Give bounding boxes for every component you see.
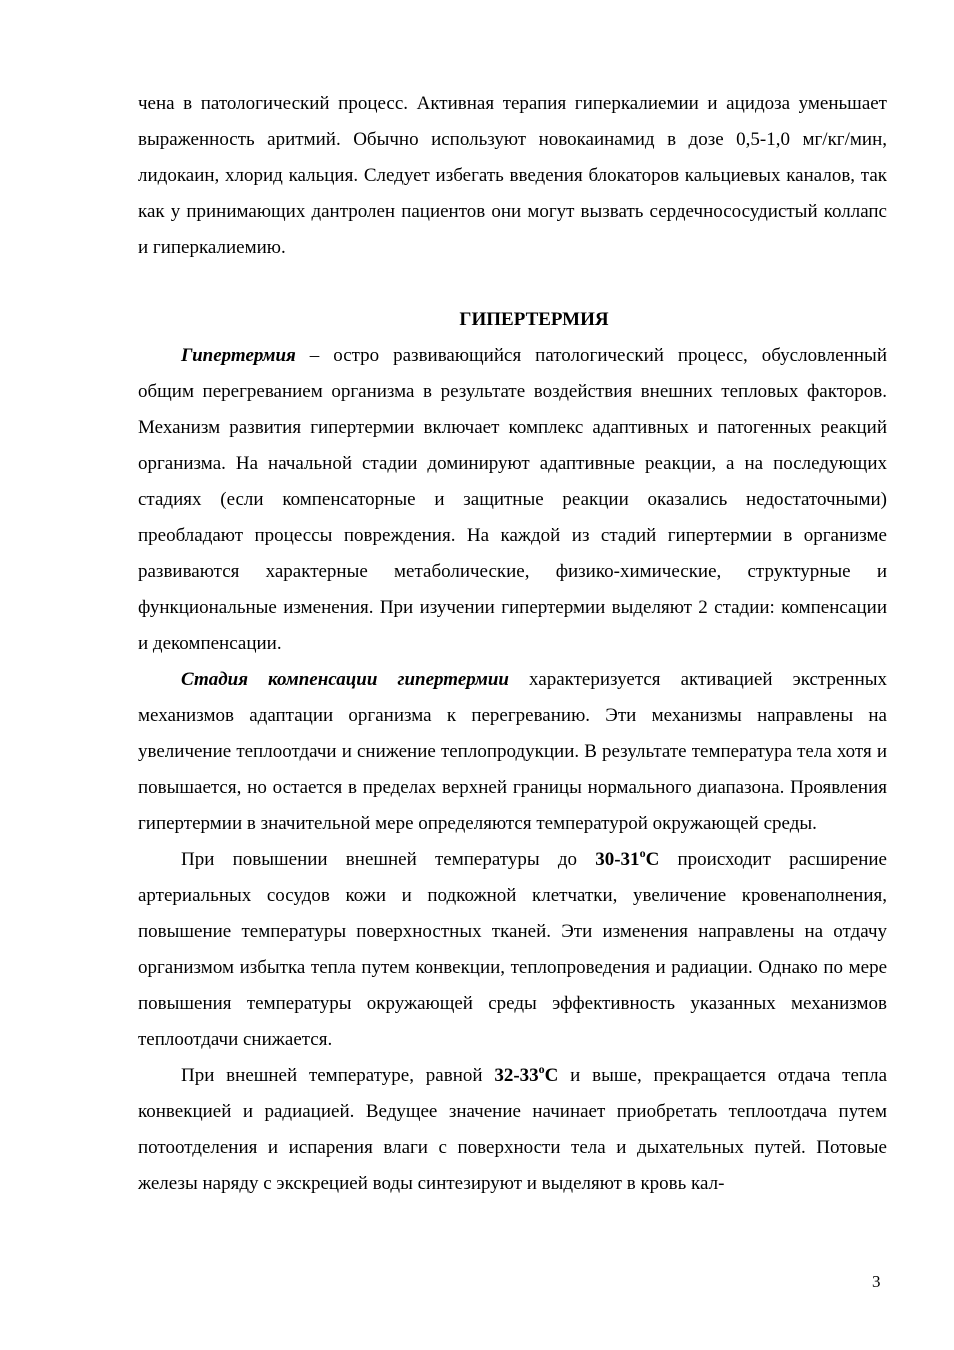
temperature-2-after: и выше, прекращается отдача тепла конвекцией и радиацией. Ведущее значение начинает приобретать теплоотдача путем потоотделения и испарения влаги с поверхности тела и дыхательных путей. Потовые железы наряду с экскрецией воды синтезируют и выделяют в кровь кал- xyxy=(138,1065,888,1194)
temperature-1-degree: o xyxy=(639,845,646,860)
temperature-2-unit: С xyxy=(544,1065,559,1086)
temperature-1-after: происходит расширение артериальных сосудов кожи и подкожной клетчатки, увеличение кровенаполнения, повышение температуры поверхностных тканей. Эти изменения направлены на отдачу организмом избытка тепла путем конвекции, теплопроведения и радиации. Однако по мере повышения температуры окружающей среды эффективность указанных механизмов теплоотдачи снижается. xyxy=(138,849,887,1050)
intro-paragraph: чена в патологический процесс. Активная терапия гиперкалиемии и ацидоза уменьшает выраженность аритмий. Обычно используют новокаинамид в дозе 0,5-1,0 мг/кг/мин, лидокаин, хлорид кальция. Следует избегать введения блокаторов кальциевых каналов, так как у принимающих дантролен пациентов они могут вызвать сердечнососудистый коллапс и гиперкалиемию. xyxy=(138,93,887,258)
page-number: 3 xyxy=(872,1272,881,1291)
temperature-1-before: При повышении внешней температуры до xyxy=(181,849,596,870)
temperature-2-degree: o xyxy=(538,1061,545,1076)
temperature-2-number: 32-33 xyxy=(494,1065,539,1086)
temperature-1-value xyxy=(595,845,660,870)
compensation-term: Стадия компенсации гипертермии xyxy=(181,669,509,690)
definition-text: – остро развивающийся патологический процесс, обусловленный общим перегреванием организма в результате воздействия внешних тепловых факторов. Механизм развития гипертермии включает комплекс адаптивных и патогенных реакций организма. На начальной стадии доминируют адаптивные реакции, а на последующих стадиях (если компенсаторные и защитные реакции оказались недостаточными) преобладают процессы повреждения. На каждой из стадий гипертермии в организме развиваются характерные метаболические, физико-химические, структурные и функциональные изменения. При изучении гипертермии выделяют 2 стадии: компенсации и декомпенсации. xyxy=(138,345,887,654)
compensation-paragraph xyxy=(138,662,887,842)
section-heading: ГИПЕРТЕРМИЯ xyxy=(459,309,609,330)
compensation-text: характеризуется активацией экстренных механизмов адаптации организма к перегреванию. Эти механизмы направлены на увеличение теплоотдачи и снижение теплопродукции. В результате температура тела хотя и повышается, но остается в пределах верхней границы нормального диапазона. Проявления гипертермии в значительной мере определяются температурой окружающей среды. xyxy=(138,669,888,834)
temperature-1-unit: С xyxy=(645,849,660,870)
temperature-paragraph-2 xyxy=(138,1058,887,1202)
temperature-paragraph-1 xyxy=(138,842,887,1058)
section-spacer xyxy=(138,266,887,302)
temperature-2-value xyxy=(494,1061,559,1086)
temperature-2-before: При внешней температуре, равной xyxy=(181,1065,495,1086)
page-content xyxy=(138,86,887,1202)
definition-paragraph xyxy=(138,338,887,662)
temperature-1-number: 30-31 xyxy=(595,849,640,870)
definition-term: Гипертермия xyxy=(181,345,296,366)
